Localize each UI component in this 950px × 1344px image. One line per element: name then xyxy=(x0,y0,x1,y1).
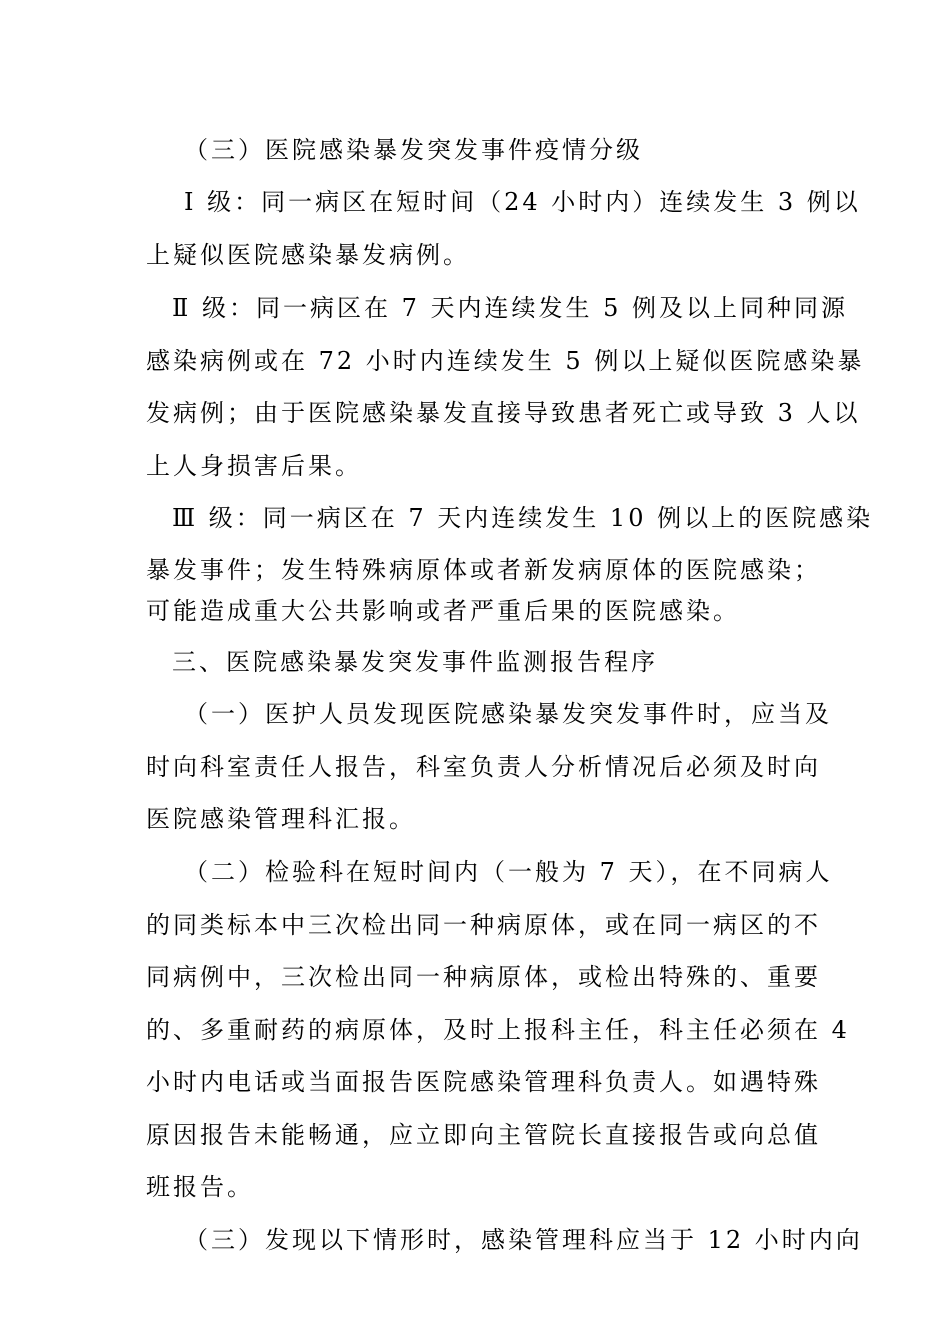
paragraph-line: 同病例中，三次检出同一种病原体，或检出特殊的、重要 xyxy=(146,963,821,991)
paragraph-line: （一）医护人员发现医院感染暴发突发事件时，应当及 xyxy=(184,700,832,728)
paragraph-line: 上疑似医院感染暴发病例。 xyxy=(146,241,470,269)
paragraph-line: 感染病例或在 72 小时内连续发生 5 例以上疑似医院感染暴 xyxy=(146,347,865,375)
paragraph-line: 医院感染管理科汇报。 xyxy=(146,805,416,833)
paragraph-line: 班报告。 xyxy=(146,1173,254,1201)
paragraph-line: 时向科室责任人报告，科室负责人分析情况后必须及时向 xyxy=(146,753,821,781)
paragraph-line: （二）检验科在短时间内（一般为 7 天），在不同病人 xyxy=(184,858,833,886)
paragraph-line: 的、多重耐药的病原体，及时上报科主任，科主任必须在 4 xyxy=(146,1016,850,1044)
paragraph-line: 暴发事件；发生特殊病原体或者新发病原体的医院感染； xyxy=(146,556,821,584)
paragraph-line: 的同类标本中三次检出同一种病原体，或在同一病区的不 xyxy=(146,911,821,939)
paragraph-line: Ⅲ 级：同一病区在 7 天内连续发生 10 例以上的医院感染 xyxy=(172,504,874,532)
paragraph-line: 可能造成重大公共影响或者严重后果的医院感染。 xyxy=(146,597,740,625)
section-heading-epidemic-grading: （三）医院感染暴发突发事件疫情分级 xyxy=(184,136,643,164)
paragraph-line: 发病例；由于医院感染暴发直接导致患者死亡或导致 3 人以 xyxy=(146,399,861,427)
paragraph-line: 原因报告未能畅通，应立即向主管院长直接报告或向总值 xyxy=(146,1121,821,1149)
paragraph-line: Ⅱ 级：同一病区在 7 天内连续发生 5 例及以上同种同源 xyxy=(172,294,848,322)
paragraph-line: 小时内电话或当面报告医院感染管理科负责人。如遇特殊 xyxy=(146,1068,821,1096)
paragraph-line: 上人身损害后果。 xyxy=(146,452,362,480)
section-heading-monitoring-procedure: 三、医院感染暴发突发事件监测报告程序 xyxy=(172,648,658,676)
paragraph-line: Ⅰ 级：同一病区在短时间（24 小时内）连续发生 3 例以 xyxy=(184,188,861,216)
paragraph-line: （三）发现以下情形时，感染管理科应当于 12 小时内向 xyxy=(184,1226,863,1254)
